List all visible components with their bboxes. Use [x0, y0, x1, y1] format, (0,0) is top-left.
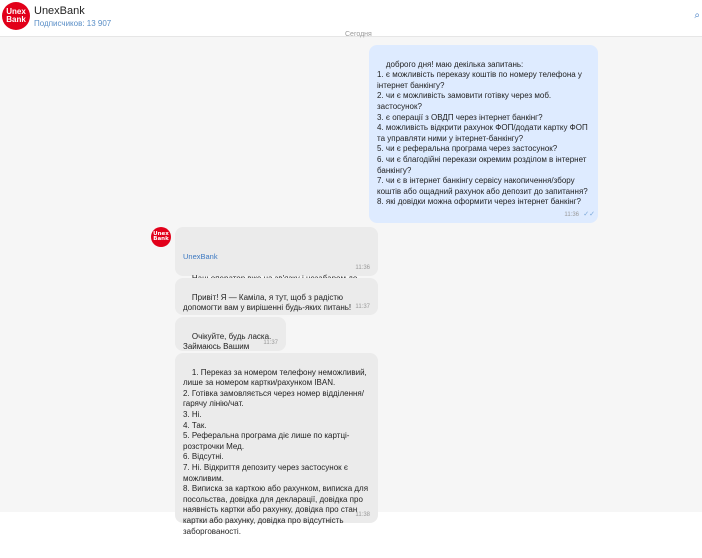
- outgoing-message[interactable]: [369, 45, 598, 223]
- sender-name[interactable]: UnexBank: [183, 252, 218, 262]
- search-icon[interactable]: ⌕: [694, 10, 700, 21]
- incoming-message[interactable]: [175, 317, 286, 351]
- incoming-message[interactable]: [175, 278, 378, 315]
- channel-avatar[interactable]: [2, 2, 30, 30]
- message-time: 11:36: [564, 212, 579, 219]
- sender-avatar[interactable]: [151, 227, 171, 247]
- message-text: Привіт! Я — Каміла, я тут, щоб з радістю допомогти вам у вирішенні будь-яких питань!: [183, 292, 352, 313]
- read-check-icon: ✓✓: [583, 211, 595, 219]
- avatar-text-line2: Bank: [153, 236, 169, 242]
- channel-title[interactable]: UnexBank: [34, 5, 85, 17]
- subscriber-count: Подписчиков: 13 907: [34, 19, 112, 28]
- avatar-text-line1: Unex: [153, 230, 169, 237]
- message-text: Очікуйте, будь ласка. Займаюсь Вашим: [183, 331, 272, 352]
- message-list[interactable]: [0, 31, 702, 536]
- date-separator: Сегодня: [345, 31, 372, 38]
- incoming-message[interactable]: [175, 353, 378, 536]
- message-time: 11:38: [355, 512, 370, 519]
- message-time: 11:37: [355, 304, 370, 311]
- logo-text-line2: Bank: [6, 15, 26, 24]
- logo-text-line1: Unex: [6, 7, 26, 16]
- message-time: 11:36: [355, 265, 370, 272]
- message-text: 1. Переказ за номером телефону неможливий, лише за номером картки/рахунком IBAN. 2. Готівка замовляється через номер відділення/гарячу лінію/чат. 3. Ні. 4. Так. 5. Реферальна програма діє лише по картці-розстрочки Мед. 6. Відсутні. 7. Ні. Відкриття депозиту через застосунок є можливим. 8. Виписка за карткою або рахунком, виписка для посольства, довідка для декларації, довідка про наявність картки або рахунку, довідка про стан картки або рахунку, довідка про відсутність заборгованості.: [183, 367, 369, 536]
- message-time: 11:37: [263, 340, 278, 347]
- incoming-message[interactable]: [175, 227, 378, 276]
- message-text: доброго дня! маю декілька запитань: 1. є можливість переказу коштів по номеру телефона у інтернет банкінгу? 2. чи є можливість замовити готівку через моб. застосунок? 3. є операції з ОВДП через інтернет банкінг? 4. можливість відкрити рахунок ФОП/додати картку ФОП та управляти ними у інтернет-банкінгу? 5. чи є реферальна програма через застосунок? 6. чи є благодійні перекази окремим розділом в інтернет банкінгу? 7. чи є в інтернет банкінгу сервісу накопичення/збору коштів або ощадний рахунок або депозит до запитання? 8. які довідки можна оформити через інтернет банкінг?: [377, 59, 588, 207]
